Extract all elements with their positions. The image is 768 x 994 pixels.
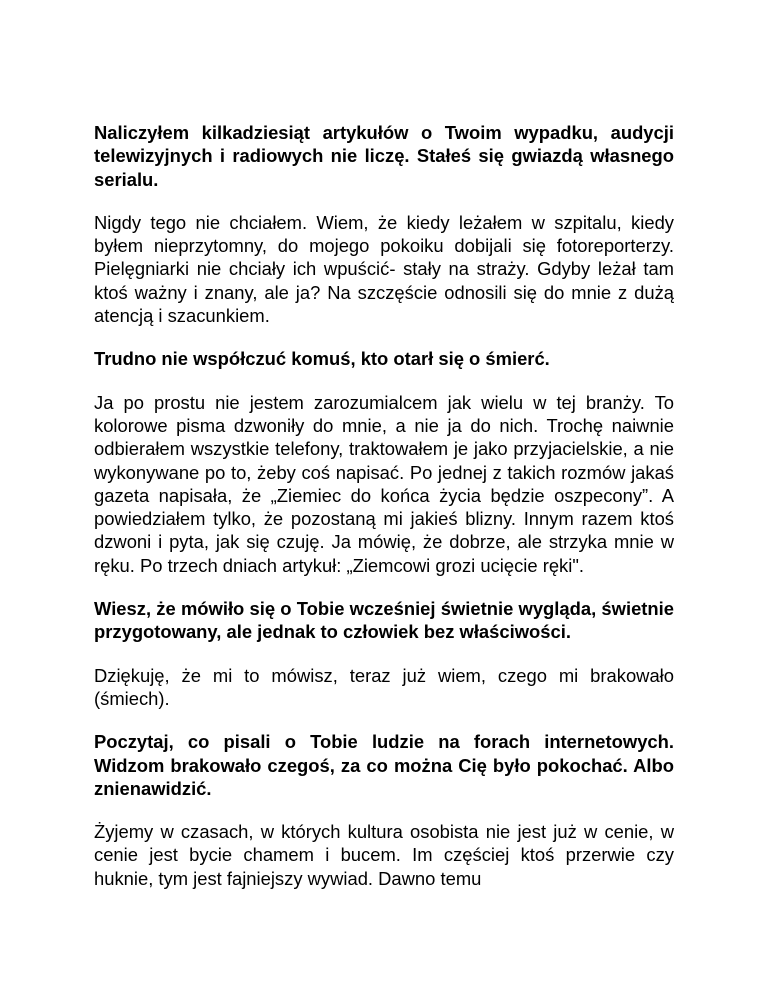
- interview-answer: Nigdy tego nie chciałem. Wiem, że kiedy leżałem w szpitalu, kiedy byłem nieprzytomny, do mojego pokoiku dobijali się fotoreporterzy. Pielęgniarki nie chciały ich wpuścić- stały na straży. Gdyby leżał tam ktoś ważny i znany, ale ja? Na szczęście odnosili się do mnie z dużą atencją i szacunkiem.: [94, 211, 674, 327]
- interview-answer: Ja po prostu nie jestem zarozumialcem jak wielu w tej branży. To kolorowe pisma dzwoniły do mnie, a nie ja do nich. Trochę naiwnie odbierałem wszystkie telefony, traktowałem je jako przyjacielskie, a nie wykonywane po to, żeby coś napisać. Po jednej z takich rozmów jakaś gazeta napisała, że „Ziemiec do końca życia będzie oszpecony”. A powiedziałem tylko, że pozostaną mi jakieś blizny. Innym razem ktoś dzwoni i pyta, jak się czuję. Ja mówię, że dobrze, ale strzyka mnie w ręku. Po trzech dniach artykuł: „Ziemcowi grozi ucięcie ręki".: [94, 391, 674, 576]
- interview-question: Trudno nie współczuć komuś, kto otarł się o śmierć.: [94, 348, 550, 370]
- document-page: [94, 121, 674, 910]
- interview-question: Wiesz, że mówiło się o Tobie wcześniej świetnie wygląda, świetnie przygotowany, ale jednak to człowiek bez właściwości.: [94, 598, 674, 643]
- interview-question: Poczytaj, co pisali o Tobie ludzie na forach internetowych. Widzom brakowało czegoś, za co można Cię było pokochać. Albo znienawidzić.: [94, 731, 674, 799]
- interview-answer: Żyjemy w czasach, w których kultura osobista nie jest już w cenie, w cenie jest bycie chamem i bucem. Im częściej ktoś przerwie czy huknie, tym jest fajniejszy wywiad. Dawno temu: [94, 821, 674, 889]
- interview-answer: Dziękuję, że mi to mówisz, teraz już wiem, czego mi brakowało (śmiech).: [94, 664, 674, 709]
- interview-question: Naliczyłem kilkadziesiąt artykułów o Twoim wypadku, audycji telewizyjnych i radiowych nie liczę. Stałeś się gwiazdą własnego serialu.: [94, 122, 674, 190]
